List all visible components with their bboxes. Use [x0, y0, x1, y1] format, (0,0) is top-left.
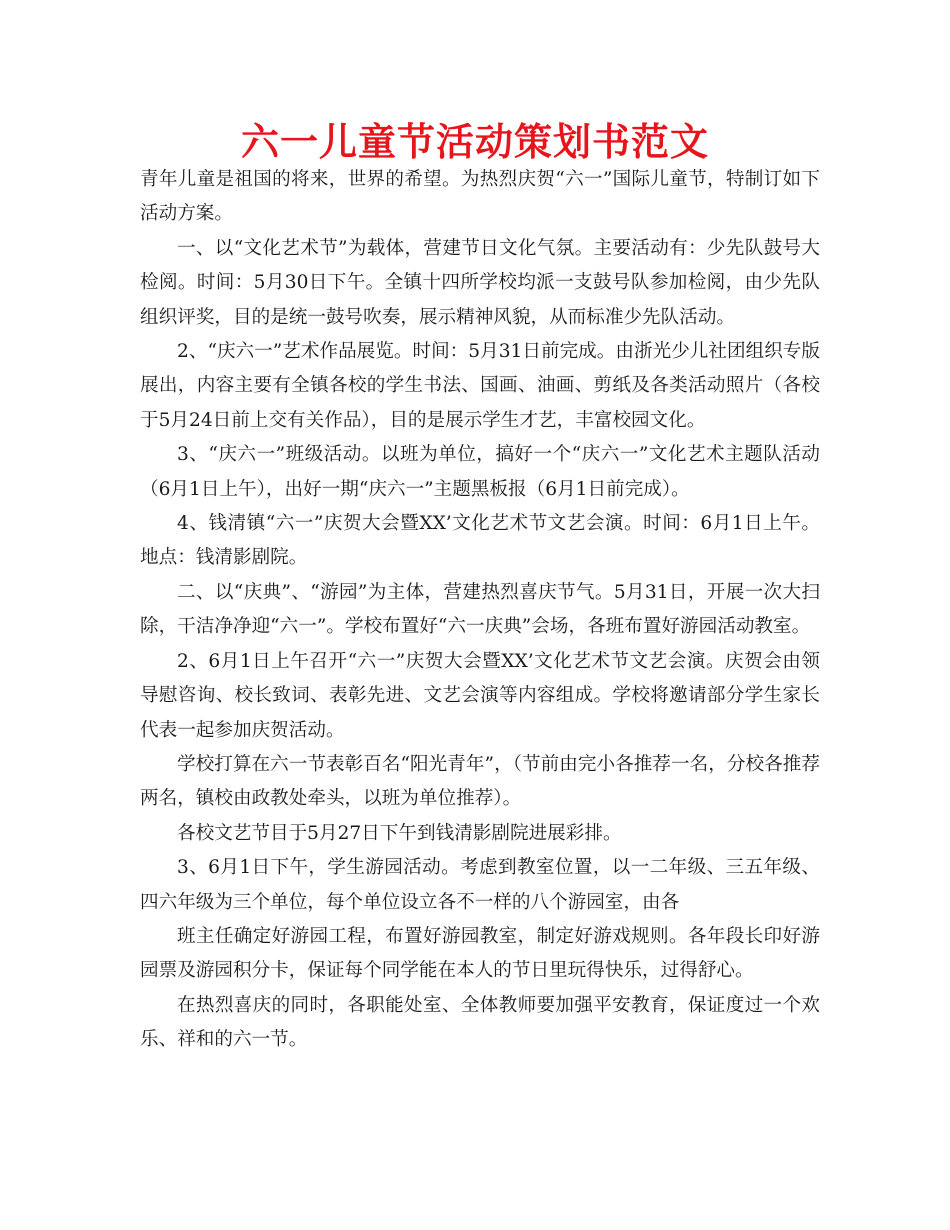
body-paragraph: 一、以“文化艺术节”为载体，营建节日文化气氛。主要活动有：少先队鼓号大检阅。时间：5月30日下午。全镇十四所学校均派一支鼓号队参加检阅，由少先队组织评奖，目的是统一鼓号吹奏，展示精神风貌，从而标准少先队活动。	[140, 237, 820, 328]
body-paragraph: 3、6月1日下午，学生游园活动。考虑到教室位置，以一二年级、三五年级、四六年级为三个单位，每个单位设立各不一样的八个游园室，由各	[140, 857, 820, 913]
body-paragraph: 2、6月1日上午召开“六一”庆贺大会暨XX’文化艺术节文艺会演。庆贺会由领导慰咨询、校长致词、表彰先进、文艺会演等内容组成。学校将邀请部分学生家长代表一起参加庆贺活动。	[140, 650, 820, 741]
intro-paragraph: 青年儿童是祖国的将来，世界的希望。为热烈庆贺“六一”国际儿童节，特制订如下活动方案。	[140, 169, 820, 225]
closing-paragraph: 在热烈喜庆的同时，各职能处室、全体教师要加强平安教育，保证度过一个欢乐、祥和的六一节。	[140, 994, 820, 1051]
body-paragraph: 班主任确定好游园工程，布置好游园教室，制定好游戏规则。各年段长印好游园票及游园积分卡，保证每个同学能在本人的节日里玩得快乐，过得舒心。	[140, 925, 820, 982]
body-paragraph: 3、“庆六一”班级活动。以班为单位，搞好一个“庆六一”文化艺术主题队活动（6月1日上午），出好一期“庆六一”主题黑板报（6月1日前完成）。	[140, 444, 820, 500]
body-paragraph: 各校文艺节目于5月27日下午到钱清影剧院进展彩排。	[177, 822, 622, 844]
body-paragraph: 2、“庆六一”艺术作品展览。时间：5月31日前完成。由浙光少儿社团组织专版展出，内容主要有全镇各校的学生书法、国画、油画、剪纸及各类活动照片（各校于5月24日前上交有关作品），目的是展示学生才艺，丰富校园文化。	[140, 341, 820, 431]
document-body	[140, 163, 820, 1058]
body-paragraph: 4、钱清镇“六一”庆贺大会暨XX’文化艺术节文艺会演。时间：6月1日上午。地点：钱清影剧院。	[140, 513, 820, 569]
body-paragraph: 二、以“庆典”、“游园”为主体，营建热烈喜庆节气。5月31日，开展一次大扫除，干洁净净迎“六一”。学校布置好“六一庆典”会场，各班布置好游园活动教室。	[140, 581, 820, 638]
body-paragraph: 学校打算在六一节表彰百名“阳光青年”，（节前由完小各推荐一名，分校各推荐两名，镇校由政教处牵头，以班为单位推荐）。	[140, 753, 820, 810]
document-title: 六一儿童节活动策划书范文	[240, 120, 709, 164]
